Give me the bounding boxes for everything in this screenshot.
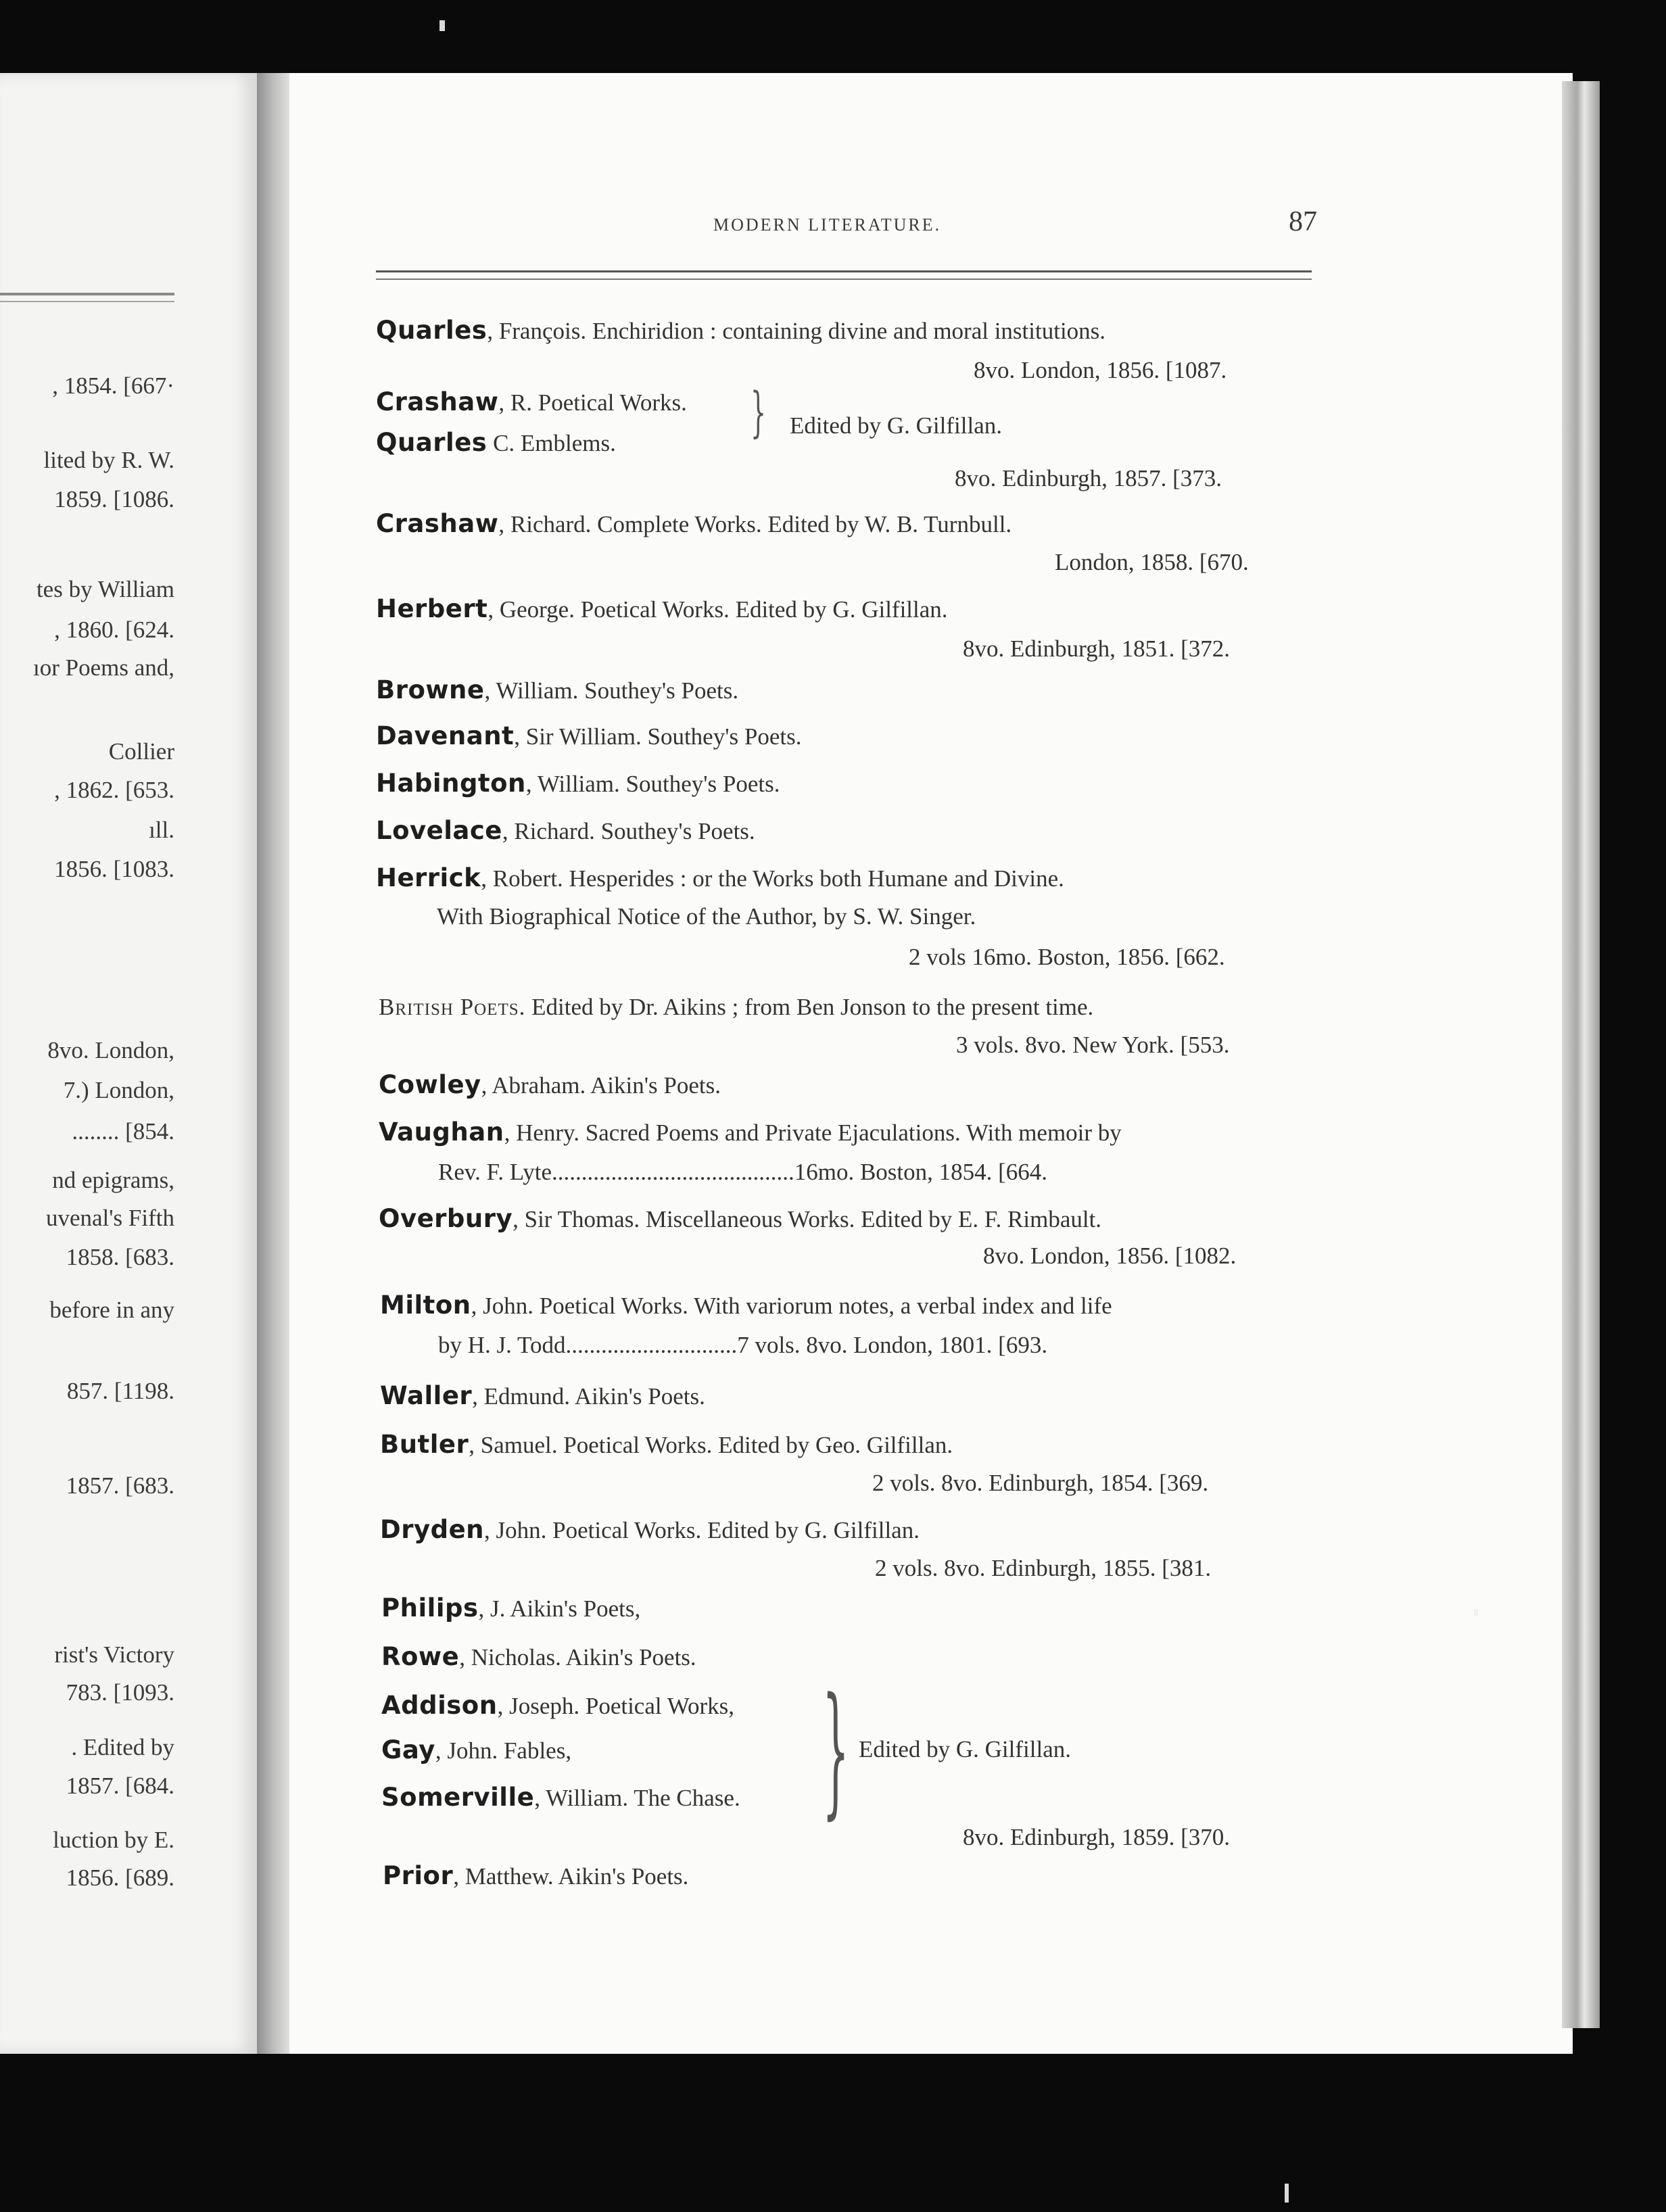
entry-line (376, 596, 948, 621)
left-fragment-line: lited by R. W. (43, 447, 174, 473)
entry-text: , John. Poetical Works. Edited by G. Gilfillan. (484, 1517, 920, 1543)
entry-line (376, 430, 616, 455)
entry-text: , George. Poetical Works. Edited by G. Gilfillan. (487, 596, 948, 623)
left-fragment-line: . Edited by (71, 1734, 174, 1760)
left-fragment-line: Collier (108, 738, 174, 765)
left-page-rule (0, 301, 174, 302)
entry-line (376, 318, 1105, 343)
author-name: Vaughan (379, 1117, 504, 1147)
left-fragment-line: 1857. [683. (66, 1472, 174, 1499)
entry-text: , Edmund. Aikin's Poets. (472, 1383, 705, 1410)
entry-line (376, 389, 687, 414)
author-name: Prior (383, 1861, 454, 1890)
left-page-rule (0, 293, 174, 295)
left-fragment-line: 7.) London, (63, 1077, 174, 1103)
left-fragment-line: , 1862. [653. (54, 777, 174, 803)
entry-text: , John. Fables, (435, 1737, 572, 1764)
entry-text: , Henry. Sacred Poems and Private Ejaculations. With memoir by (504, 1120, 1122, 1146)
continuation-line: Rev. F. Lyte.........................................16mo. Boston, 1854. [664. (438, 1159, 1048, 1185)
entry-line (379, 995, 1093, 1019)
entry-line (383, 1863, 688, 1888)
entry-line (376, 771, 780, 796)
left-fragment-line: 857. [1198. (66, 1378, 174, 1404)
left-fragment-line: , 1860. [624. (54, 617, 174, 643)
entry-text: , Abraham. Aikin's Poets. (481, 1072, 721, 1099)
entry-text: Edited by Dr. Aikins ; from Ben Jonson to the present time. (525, 994, 1094, 1020)
entry-line (379, 1072, 721, 1097)
left-fragment-line: 1859. [1086. (54, 486, 174, 512)
entry-text: C. Emblems. (487, 430, 616, 456)
entry-line (380, 1517, 920, 1542)
left-fragment-line: 783. [1093. (66, 1679, 174, 1706)
brace-note: Edited by G. Gilfillan. (790, 412, 1002, 439)
entry-line (380, 1432, 953, 1457)
left-fragment-line: uvenal's Fifth (45, 1205, 174, 1231)
entry-text: , Matthew. Aikin's Poets. (453, 1863, 689, 1890)
entry-line (380, 1293, 1112, 1318)
imprint-line: London, 1858. [670. (1055, 549, 1249, 575)
header-rule (376, 279, 1312, 280)
entry-line (376, 818, 755, 843)
author-name: Quarles (376, 316, 487, 345)
entry-text: , R. Poetical Works. (498, 389, 687, 416)
entry-text: , Richard. Complete Works. Edited by W. B. Turnbull. (498, 511, 1012, 537)
left-fragment-line: 8vo. London, (47, 1037, 174, 1063)
left-fragment-line: 1856. [689. (66, 1865, 174, 1891)
entry-line (381, 1737, 571, 1762)
entry-line (381, 1595, 640, 1620)
imprint-line: 8vo. Edinburgh, 1859. [370. (963, 1824, 1231, 1850)
imprint-line: 8vo. Edinburgh, 1857. [373. (955, 465, 1222, 491)
entry-line (381, 1693, 734, 1718)
scan-speck (1285, 2184, 1289, 2203)
author-name: Somerville (381, 1783, 535, 1812)
entry-text: , Samuel. Poetical Works. Edited by Geo. Gilfillan. (469, 1432, 953, 1458)
collection-title: British Poets. (379, 994, 526, 1020)
brace-note: Edited by G. Gilfillan. (859, 1736, 1071, 1762)
imprint-line: 8vo. London, 1856. [1082. (983, 1243, 1237, 1269)
entry-text: , Robert. Hesperides : or the Works both Humane and Divine. (481, 865, 1064, 892)
continuation-line: by H. J. Todd.............................7 vols. 8vo. London, 1801. [693. (438, 1332, 1048, 1358)
author-name: Addison (381, 1691, 498, 1720)
author-name: Davenant (376, 721, 515, 750)
author-name: Dryden (380, 1515, 484, 1544)
header-rule (376, 270, 1312, 272)
left-fragment-line: ........ [854. (72, 1118, 174, 1145)
entry-line (376, 677, 738, 702)
author-name: Crashaw (376, 509, 499, 538)
entry-text: , William. Southey's Poets. (525, 771, 780, 797)
author-name: Cowley (379, 1070, 481, 1099)
author-name: Lovelace (376, 816, 502, 845)
entry-line (376, 723, 801, 748)
author-name: Overbury (379, 1204, 513, 1233)
left-fragment-line: 1858. [683. (66, 1244, 174, 1270)
page-edge (1562, 81, 1600, 2028)
left-fragment-line: tes by William (36, 576, 174, 602)
author-name: Rowe (381, 1642, 460, 1671)
brace: } (751, 381, 766, 443)
left-fragment-line: ıll. (149, 817, 174, 843)
brace: } (822, 1667, 850, 1833)
author-name: Herbert (376, 594, 488, 623)
left-fragment-line: ıor Poems and, (32, 654, 174, 681)
entry-line (381, 1644, 696, 1669)
imprint-line: 3 vols. 8vo. New York. [553. (956, 1032, 1230, 1058)
entry-text: , J. Aikin's Poets, (478, 1595, 641, 1622)
author-name: Gay (381, 1735, 435, 1764)
author-name: Milton (380, 1291, 471, 1320)
imprint-line: 2 vols 16mo. Boston, 1856. [662. (909, 944, 1225, 970)
author-name: Crashaw (376, 387, 499, 416)
left-fragment-line: luction by E. (53, 1827, 174, 1853)
running-head: MODERN LITERATURE. (713, 215, 942, 235)
author-name: Quarles (376, 428, 487, 457)
entry-line (376, 511, 1012, 536)
author-name: Butler (380, 1430, 469, 1459)
left-page-fragment (0, 73, 257, 2054)
imprint-line: 2 vols. 8vo. Edinburgh, 1855. [381. (875, 1555, 1212, 1581)
book-gutter (257, 73, 289, 2054)
entry-line (376, 865, 1064, 890)
entry-text: , Sir Thomas. Miscellaneous Works. Edited by E. F. Rimbault. (513, 1206, 1102, 1232)
entry-line (381, 1785, 740, 1810)
entry-line (379, 1206, 1101, 1231)
entry-line (379, 1117, 1122, 1147)
entry-text: , William. Southey's Poets. (484, 677, 739, 704)
scan-speck (439, 20, 445, 31)
author-name: Habington (376, 769, 526, 798)
author-name: Herrick (376, 863, 481, 892)
entry-line (380, 1383, 705, 1408)
left-fragment-line: 1857. [684. (66, 1773, 174, 1799)
left-fragment-line: before in any (49, 1297, 174, 1323)
entry-text: , John. Poetical Works. With variorum notes, a verbal index and life (471, 1293, 1112, 1319)
entry-text: , William. The Chase. (534, 1785, 740, 1811)
left-fragment-line: , 1854. [667· (52, 372, 174, 399)
left-fragment-line: 1856. [1083. (54, 856, 174, 882)
left-fragment-line: nd epigrams, (52, 1167, 174, 1193)
left-fragment-line: rist's Victory (54, 1641, 174, 1668)
entry-text: , Richard. Southey's Poets. (502, 818, 755, 844)
scan-speck (1474, 1609, 1478, 1616)
entry-text: , François. Enchiridion : containing divine and moral institutions. (487, 318, 1106, 344)
entry-text: , Sir William. Southey's Poets. (514, 723, 802, 750)
continuation-line: With Biographical Notice of the Author, by S. W. Singer. (437, 903, 976, 930)
author-name: Philips (381, 1593, 479, 1622)
imprint-line: 8vo. London, 1856. [1087. (974, 357, 1227, 383)
imprint-line: 8vo. Edinburgh, 1851. [372. (963, 635, 1231, 662)
author-name: Browne (376, 675, 485, 704)
entry-text: , Nicholas. Aikin's Poets. (459, 1644, 696, 1670)
page-number: 87 (1289, 206, 1317, 237)
author-name: Waller (380, 1381, 473, 1410)
entry-text: , Joseph. Poetical Works, (497, 1693, 734, 1719)
imprint-line: 2 vols. 8vo. Edinburgh, 1854. [369. (872, 1470, 1209, 1496)
